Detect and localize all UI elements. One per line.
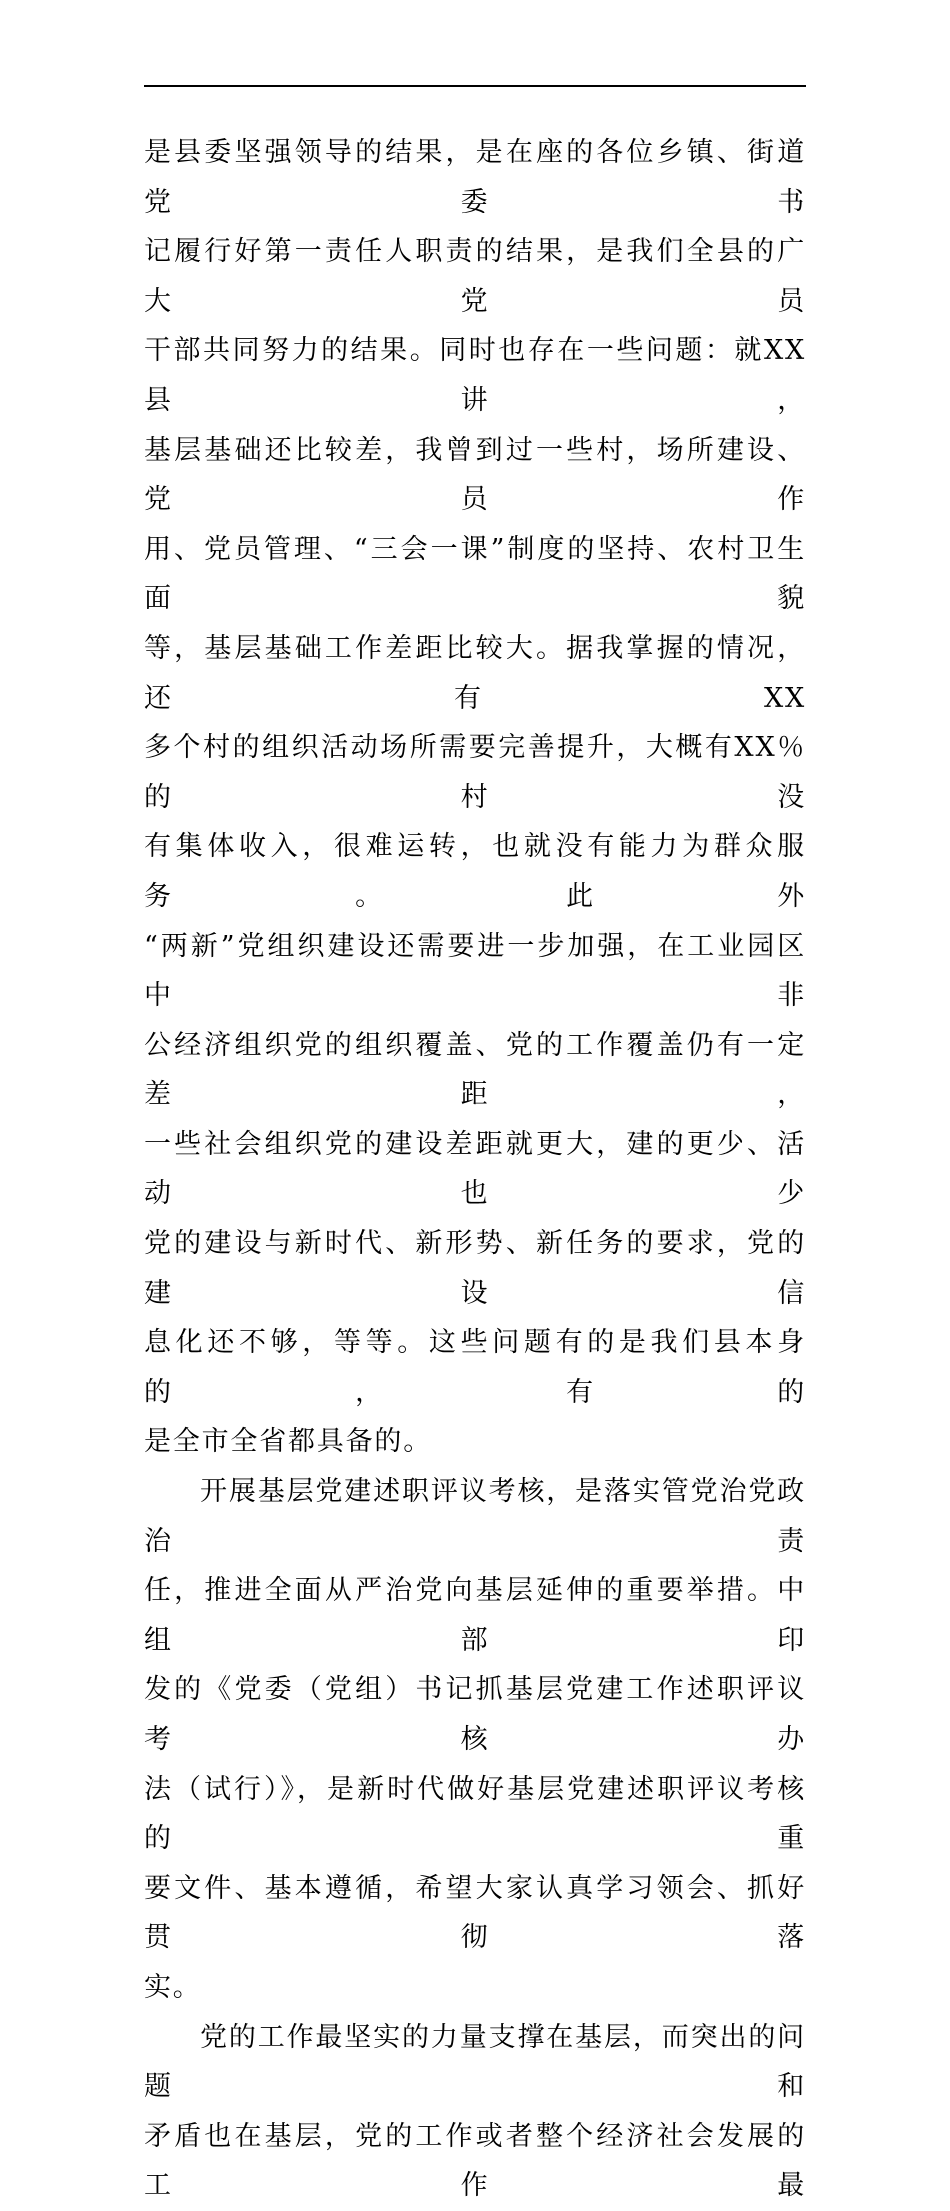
paragraph-1-line-11: 一些社会组织党的建设差距就更大，建的更少、活动也少 (144, 1128, 806, 1210)
paragraph-1-line-6: 等，基层基础工作差距比较大。据我掌握的情况，还有XX (144, 632, 806, 714)
paragraph-2-line-1: 开展基层党建述职评议考核，是落实管党治党政治责 (144, 1476, 806, 1557)
paragraph-1-line-8: 有集体收入，很难运转，也就没有能力为群众服务。此外 (144, 831, 806, 912)
paragraph-3-line-2: 矛盾也在基层，党的工作或者整个经济社会发展的工作最 (144, 2120, 806, 2202)
paragraph-1-line-10: 公经济组织党的组织覆盖、党的工作覆盖仍有一定差距， (144, 1029, 806, 1111)
paragraph-2-line-3: 发的《党委（党组）书记抓基层党建工作述职评议考核办 (144, 1674, 806, 1755)
document-body (144, 128, 806, 2211)
paragraph-1-line-12: 党的建设与新时代、新形势、新任务的要求，党的建设信 (144, 1228, 806, 1309)
paragraph-1-line-3: 干部共同努力的结果。同时也存在一些问题：就XX县讲， (144, 335, 806, 416)
paragraph-1-line-14: 是全市全省都具备的。 (144, 1426, 432, 1458)
paragraph-3-line-1: 党的工作最坚实的力量支撑在基层，而突出的问题和 (144, 2021, 806, 2103)
paragraph-1-line-2: 记履行好第一责任人职责的结果，是我们全县的广大党员 (144, 236, 806, 317)
paragraph-1-line-7: 多个村的组织活动场所需要完善提升，大概有XX％的村没 (144, 732, 806, 813)
paragraph-2-line-2: 任，推进全面从严治党向基层延伸的重要举措。中组部印 (144, 1575, 806, 1656)
paragraph-1-line-1: 是县委坚强领导的结果，是在座的各位乡镇、街道党委书 (144, 137, 806, 218)
paragraph-1-line-9: “两新”党组织建设还需要进一步加强，在工业园区中非 (144, 930, 806, 1012)
paragraph-2-line-5: 要文件、基本遵循，希望大家认真学习领会、抓好贯彻落 (144, 1872, 806, 1954)
paragraph-1-line-13: 息化还不够，等等。这些问题有的是我们县本身的，有的 (144, 1327, 806, 1408)
paragraph-2-line-4: 法（试行）》，是新时代做好基层党建述职评议考核的重 (144, 1773, 806, 1855)
paragraph-1-line-5: 用、党员管理、“三会一课”制度的坚持、农村卫生面貌 (144, 533, 806, 615)
header-rule (144, 85, 806, 87)
paragraph-2-line-6: 实。 (144, 1971, 202, 2003)
paragraph-1-line-4: 基层基础还比较差，我曾到过一些村，场所建设、党员作 (144, 434, 806, 516)
